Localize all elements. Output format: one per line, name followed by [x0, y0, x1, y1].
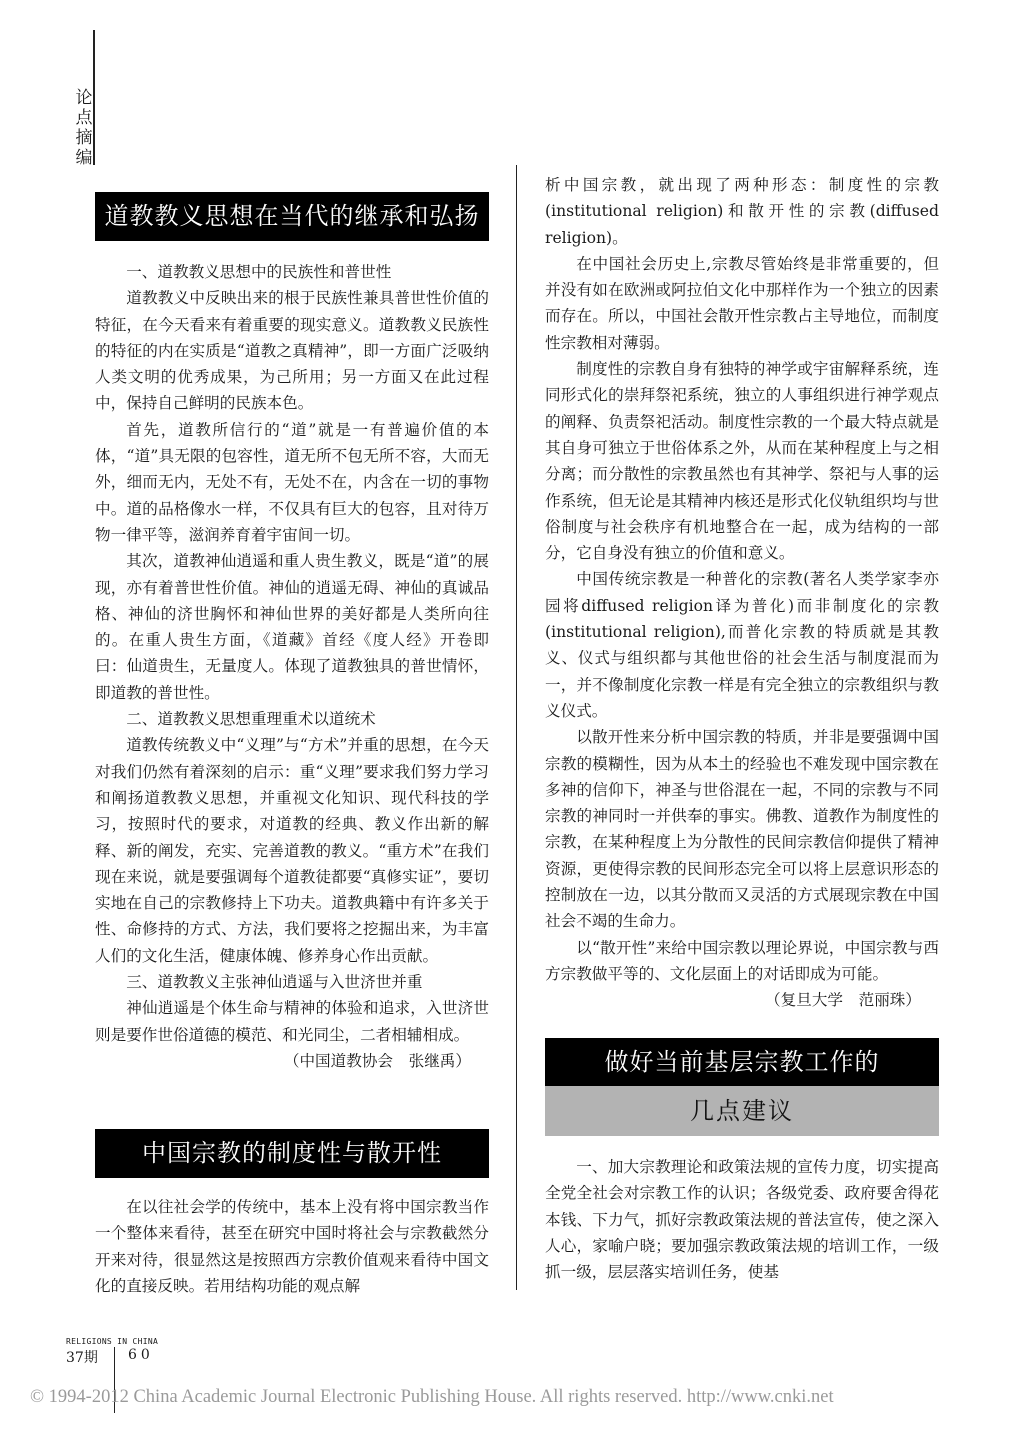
- paragraph: 中国传统宗教是一种普化的宗教(著名人类学家李亦园将diffused religion译为普化)而非制度化的宗教(institutional religion),而普化宗教的特质就是其教义、仪式与组织都与其他世俗的社会生活与制度混而为一，并不像制度化宗教一样是有完全独立的宗教组织与教义仪式。: [545, 570, 939, 720]
- page-number: 60: [128, 1347, 154, 1363]
- journal-name: RELIGIONS IN CHINA: [66, 1337, 159, 1346]
- article3-title-line2: 几点建议: [545, 1086, 939, 1136]
- subheading: 一、道教教义思想中的民族性和普世性: [126, 263, 392, 281]
- article3-title-line1: 做好当前基层宗教工作的: [545, 1038, 939, 1086]
- paragraph: 首先，道教所信行的“道”就是一有普遍价值的本体，“道”具无限的包容性，道无所不包无所不容，大而无外，细而无内，无处不有，无处不在，内含在一切的事物中。道的品格像水一样，不仅具有巨大的包容，且对待万物一律平等，滋润养育着宇宙间一切。: [95, 420, 489, 544]
- article2-body-right: [545, 172, 939, 1014]
- paragraph: 其次，道教神仙逍遥和重人贵生教义，既是“道”的展现，亦有着普世性价值。神仙的逍遥无碍、神仙的真诚品格、神仙的济世胸怀和神仙世界的美好都是人类所向往的。在重人贵生方面，《道藏》首经《度人经》开卷即曰：仙道贵生，无量度人。体现了道教独具的普世情怀，即道教的普世性。: [95, 552, 489, 702]
- paragraph: 制度性的宗教自身有独特的神学或宇宙解释系统，连同形式化的崇拜祭祀系统，独立的人事组织进行神学观点的阐释、负责祭祀活动。制度性宗教的一个最大特点就是其自身可独立于世俗体系之外，从而在某种程度上与之相分离；而分散性的宗教虽然也有其神学、祭祀与人事的运作系统，但无论是其精神内核还是形式化仪轨组织均与世俗制度与社会秩序有机地整合在一起，成为结构的一部分，它自身没有独立的价值和意义。: [545, 360, 939, 563]
- column-divider: [516, 165, 517, 1290]
- paragraph: 一、加大宗教理论和政策法规的宣传力度，切实提高全党全社会对宗教工作的认识；各级党委、政府要舍得花本钱、下力气，抓好宗教政策法规的普法宣传，使之深入人心，家喻户晓；要加强宗教政策法规的培训工作，一级抓一级，层层落实培训任务，使基: [545, 1158, 939, 1282]
- paragraph: 道教教义中反映出来的根于民族性兼具普世性价值的特征，在今天看来有着重要的现实意义。道教教义民族性的特征的内在实质是“道教之真精神”，即一方面广泛吸纳人类文明的优秀成果，为己所用；另一方面又在此过程中，保持自己鲜明的民族本色。: [95, 289, 489, 413]
- article2-body-left: [95, 1194, 489, 1299]
- paragraph: 道教传统教义中“义理”与“方术”并重的思想，在今天对我们仍然有着深刻的启示：重“义理”要求我们努力学习和阐扬道教教义思想，并重视文化知识、现代科技的学习，按照时代的要求，对道教的经典、教义作出新的解释、新的阐发，充实、完善道教的教义。“重方术”在我们现在来说，就是要强调每个道教徒都要“真修实证”，要切实地在自己的宗教修持上下功夫。道教典籍中有许多关于性、命修持的方式、方法，我们要将之挖掘出来，为丰富人们的文化生活，健康体魄、修养身心作出贡献。: [95, 736, 489, 965]
- paragraph: 析中国宗教，就出现了两种形态：制度性的宗教(institutional religion)和散开性的宗教(diffused religion)。: [545, 176, 939, 247]
- article1-body: [95, 259, 489, 1074]
- subheading: 三、道教教义主张神仙逍遥与入世济世并重: [126, 973, 423, 992]
- paragraph: 在以往社会学的传统中，基本上没有将中国宗教当作一个整体来看待，甚至在研究中国时将社会与宗教截然分开来对待，很显然这是按照西方宗教价值观来看待中国文化的直接反映。若用结构功能的观点解: [95, 1198, 489, 1295]
- section-label: 论点摘编: [75, 88, 93, 168]
- copyright-notice: © 1994-2012 China Academic Journal Electronic Publishing House. All rights reserved. http://www.cnki.net: [30, 1387, 834, 1407]
- paragraph: 以“散开性”来给中国宗教以理论界说，中国宗教与西方宗教做平等的、文化层面上的对话即成为可能。: [545, 938, 939, 983]
- issue-number: 37期: [66, 1350, 98, 1366]
- paragraph: 神仙逍遥是个体生命与精神的体验和追求，入世济世则是要作世俗道德的模范、和光同尘，二者相辅相成。: [95, 999, 489, 1044]
- article2-title: 中国宗教的制度性与散开性: [95, 1129, 489, 1178]
- article3-body: [545, 1154, 939, 1285]
- subheading: 二、道教教义思想重理重术以道统术: [126, 710, 376, 729]
- article1-title: 道教教义思想在当代的继承和弘扬: [95, 192, 489, 241]
- article2-author: （复旦大学 范丽珠）: [765, 991, 921, 1010]
- article1-author: （中国道教协会 张继禹）: [283, 1051, 471, 1070]
- paragraph: 在中国社会历史上,宗教尽管始终是非常重要的，但并没有如在欧洲或阿拉伯文化中那样作为一个独立的因素而存在。所以，中国社会散开性宗教占主导地位，而制度性宗教相对薄弱。: [545, 254, 939, 352]
- paragraph: 以散开性来分析中国宗教的特质，并非是要强调中国宗教的模糊性，因为从本土的经验也不难发现中国宗教在多神的信仰下，神圣与世俗混在一起，不同的宗教与不同宗教的神同时一并供奉的事实。佛教、道教作为制度性的宗教，在某种程度上为分散性的民间宗教信仰提供了精神资源，更使得宗教的民间形态完全可以将上层意识形态的控制放在一边，以其分散而又灵活的方式展现宗教在中国社会不竭的生命力。: [545, 728, 939, 931]
